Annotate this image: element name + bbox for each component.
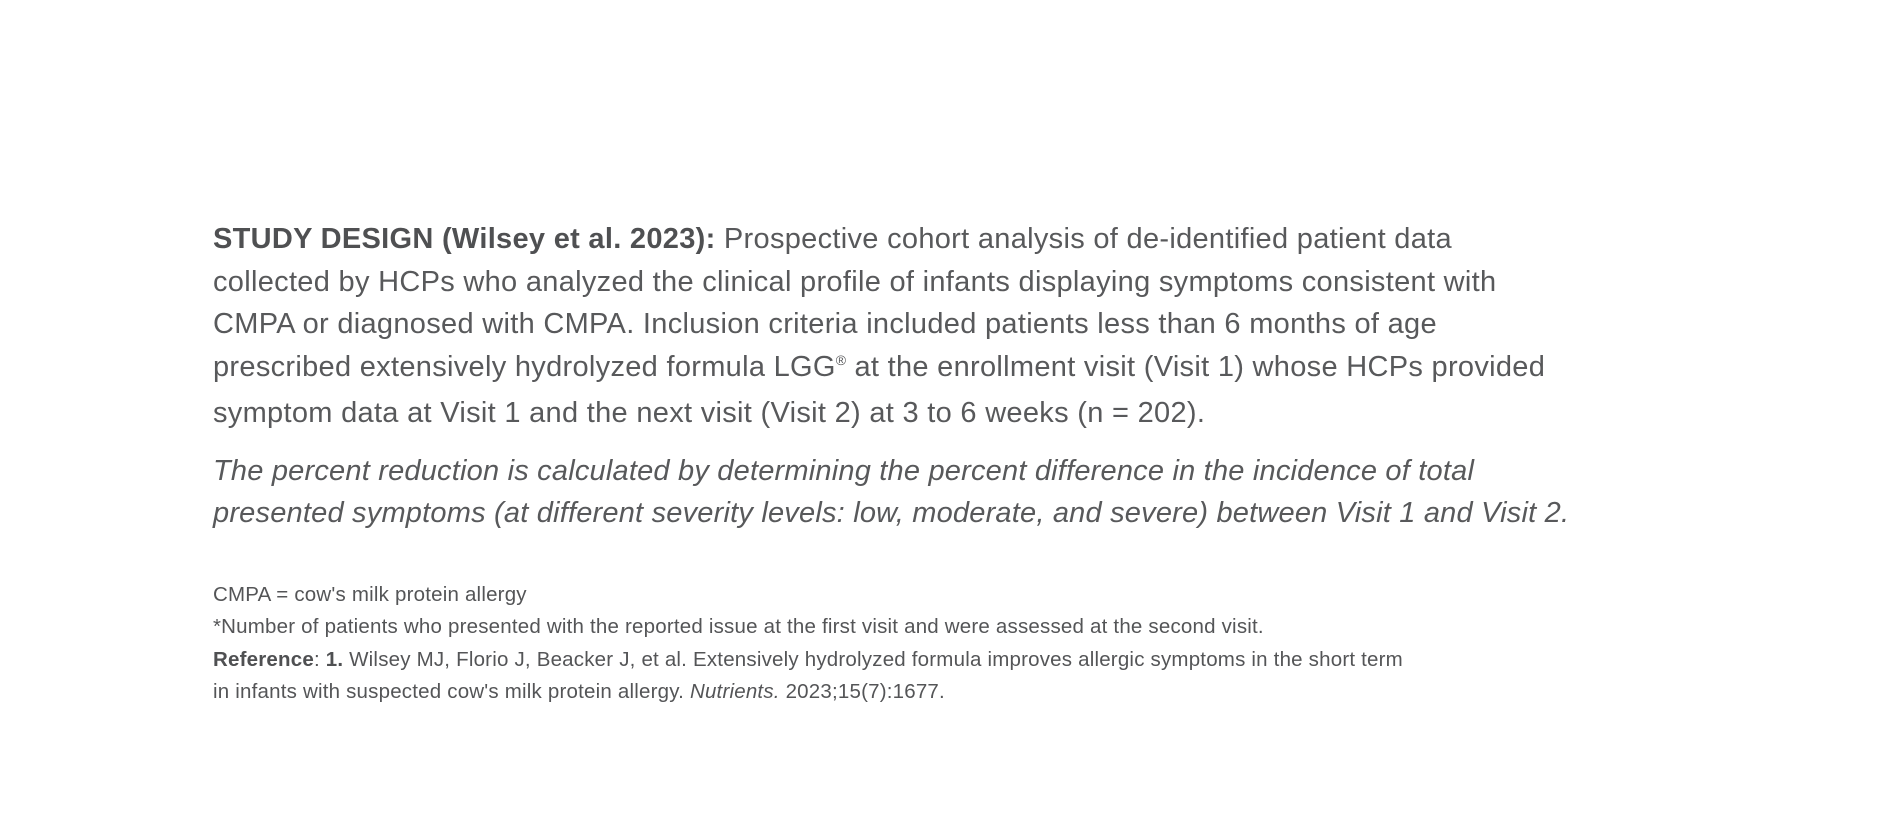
abbreviation-footnote: CMPA = cow's milk protein allergy bbox=[213, 582, 527, 606]
asterisk-footnote: *Number of patients who presented with the reported issue at the first visit and were assessed at the second visit. bbox=[213, 615, 1264, 638]
document-text-block bbox=[213, 218, 1773, 709]
study-line-3: CMPA or diagnosed with CMPA. Inclusion criteria included patients less than 6 months of age bbox=[213, 308, 1437, 340]
study-line-1-rest: Prospective cohort analysis of de-identified patient data bbox=[715, 223, 1452, 255]
study-design-heading: STUDY DESIGN (Wilsey et al. 2023): bbox=[213, 223, 716, 255]
reference-colon: : bbox=[313, 647, 326, 671]
method-note-line-2: presented symptoms (at different severity levels: low, moderate, and severe) between Visit 1 and Visit 2. bbox=[213, 497, 1570, 529]
registered-trademark-symbol: ® bbox=[835, 351, 847, 368]
method-note-line-1: The percent reduction is calculated by determining the percent difference in the incidence of total bbox=[213, 454, 1475, 487]
study-line-4-post: at the enrollment visit (Visit 1) whose HCPs provided bbox=[846, 350, 1546, 383]
footnotes-block bbox=[213, 579, 1773, 709]
journal-name: Nutrients. bbox=[689, 680, 780, 703]
reference-line-1-rest: Wilsey MJ, Florio J, Beacker J, et al. Extensively hydrolyzed formula improves allergic symptoms in the short term bbox=[343, 647, 1403, 671]
reference-footnote-line-2 bbox=[213, 676, 1773, 709]
method-note-paragraph bbox=[213, 450, 1773, 535]
study-line-4-pre: prescribed extensively hydrolyzed formula LGG bbox=[213, 350, 836, 383]
study-line-2: collected by HCPs who analyzed the clinical profile of infants displaying symptoms consistent with bbox=[213, 265, 1497, 298]
study-line-1 bbox=[213, 218, 1773, 261]
study-design-paragraph bbox=[213, 218, 1773, 435]
reference-footnote-line-1 bbox=[213, 644, 1773, 677]
reference-number: 1. bbox=[325, 647, 344, 671]
study-line-5: symptom data at Visit 1 and the next visit (Visit 2) at 3 to 6 weeks (n = 202). bbox=[213, 397, 1206, 429]
reference-line-2-pre: in infants with suspected cow's milk protein allergy. bbox=[213, 680, 690, 703]
reference-line-2-post: 2023;15(7):1677. bbox=[779, 680, 945, 703]
reference-label: Reference bbox=[213, 647, 314, 671]
study-line-4 bbox=[213, 346, 1773, 393]
